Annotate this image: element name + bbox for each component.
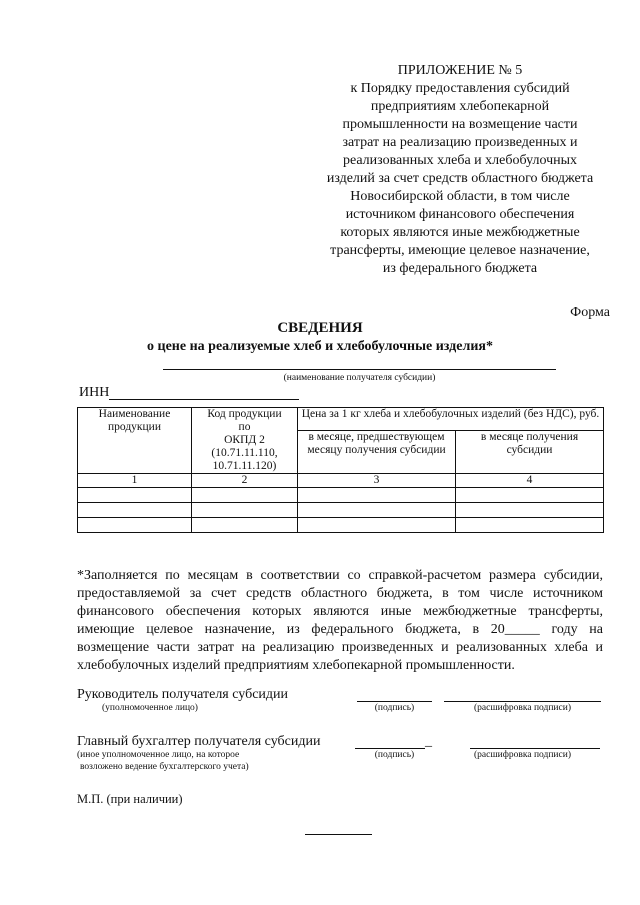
column-number: 3 bbox=[298, 474, 456, 488]
appendix-line: источником финансового обеспечения bbox=[345, 207, 575, 222]
document-title: СВЕДЕНИЯ bbox=[277, 320, 363, 336]
recipient-caption: (наименование получателя субсидии) bbox=[283, 373, 436, 383]
form-label: Форма bbox=[570, 305, 610, 320]
table-cell[interactable] bbox=[456, 488, 604, 503]
column-number: 4 bbox=[456, 474, 604, 488]
price-table bbox=[77, 407, 604, 533]
appendix-header bbox=[300, 62, 620, 278]
table-cell[interactable] bbox=[298, 488, 456, 503]
table-cell[interactable] bbox=[78, 518, 192, 533]
table-row bbox=[78, 503, 604, 518]
head-signature-caption: (подпись) bbox=[374, 703, 415, 713]
header-current-month: в месяце получения субсидии bbox=[456, 430, 604, 473]
appendix-line: затрат на реализацию произведенных и bbox=[342, 135, 578, 150]
header-code-line: по bbox=[238, 421, 251, 433]
head-title: Руководитель получателя субсидии bbox=[77, 687, 289, 702]
stamp-label: М.П. (при наличии) bbox=[77, 792, 183, 806]
appendix-title: ПРИЛОЖЕНИЕ № 5 bbox=[397, 63, 523, 78]
head-caption: (уполномоченное лицо) bbox=[102, 703, 198, 713]
appendix-line: к Порядку предоставления субсидий bbox=[350, 81, 570, 96]
appendix-line: предприятиям хлебопекарной bbox=[370, 99, 550, 114]
inn-label: ИНН bbox=[79, 385, 110, 400]
head-signature-line[interactable] bbox=[357, 701, 432, 702]
header-code-line: 10.71.11.120) bbox=[212, 460, 277, 472]
table-row bbox=[78, 518, 604, 533]
table-cell[interactable] bbox=[456, 503, 604, 518]
appendix-line: изделий за счет средств областного бюджета bbox=[326, 171, 594, 186]
footnote: *Заполняется по месяцам в соответствии со справкой-расчетом размера субсидии, предоставляемой за счет средств областного бюджета, в том числе источником финансового обеспечения которых являются иные межбюджетные трансферты, имеющие целевое назначение, из федерального бюджета, в 20_____ году на возмещение части затрат на реализацию произведенных и реализованных хлеба и хлебобулочных изделий предприятиям хлебопекарной промышленности. bbox=[77, 568, 603, 673]
appendix-line: реализованных хлеба и хлебобулочных bbox=[342, 153, 578, 168]
chief-accountant-caption: (иное уполномоченное лицо, на которое bbox=[77, 750, 240, 760]
table-cell[interactable] bbox=[456, 518, 604, 533]
chief-accountant-signature-caption: (подпись) bbox=[374, 750, 415, 760]
document-end-line bbox=[305, 834, 372, 835]
chief-accountant-caption: возложено ведение бухгалтерского учета) bbox=[80, 762, 249, 772]
header-code-line: ОКПД 2 bbox=[224, 434, 265, 446]
header-prev-month: в месяце, предшествующем месяцу получения субсидии bbox=[298, 430, 456, 473]
table-number-row bbox=[78, 474, 604, 488]
head-decoding-caption: (расшифровка подписи) bbox=[474, 703, 571, 713]
header-product-name: Наименование продукции bbox=[78, 408, 192, 474]
table-cell[interactable] bbox=[298, 518, 456, 533]
column-number: 2 bbox=[192, 474, 298, 488]
table-cell[interactable] bbox=[78, 488, 192, 503]
header-code-line: (10.71.11.110, bbox=[211, 447, 278, 459]
appendix-line: промышленности на возмещение части bbox=[342, 117, 578, 132]
header-code-line: Код продукции bbox=[207, 408, 282, 420]
appendix-line: трансферты, имеющие целевое назначение, bbox=[330, 243, 590, 258]
appendix-line: Новосибирской области, в том числе bbox=[350, 189, 570, 204]
table-cell[interactable] bbox=[192, 518, 298, 533]
table-cell[interactable] bbox=[192, 503, 298, 518]
table-header-row bbox=[78, 408, 604, 431]
head-decoding-line[interactable] bbox=[444, 701, 601, 702]
chief-accountant-signature-line[interactable] bbox=[355, 748, 425, 749]
chief-accountant-decoding-caption: (расшифровка подписи) bbox=[474, 750, 571, 760]
appendix-line: которых являются иные межбюджетные bbox=[340, 225, 580, 240]
table-cell[interactable] bbox=[192, 488, 298, 503]
table-cell[interactable] bbox=[78, 503, 192, 518]
appendix-line: из федерального бюджета bbox=[382, 261, 538, 276]
column-number: 1 bbox=[78, 474, 192, 488]
header-price: Цена за 1 кг хлеба и хлебобулочных изделий (без НДС), руб. bbox=[298, 408, 604, 431]
document-subtitle: о цене на реализуемые хлеб и хлебобулочные изделия* bbox=[147, 339, 493, 354]
table-cell[interactable] bbox=[298, 503, 456, 518]
chief-accountant-dash: _ bbox=[425, 734, 432, 749]
table-row bbox=[78, 488, 604, 503]
chief-accountant-title: Главный бухгалтер получателя субсидии bbox=[77, 734, 321, 749]
inn-field-line[interactable] bbox=[109, 399, 299, 400]
chief-accountant-decoding-line[interactable] bbox=[470, 748, 600, 749]
header-product-code bbox=[192, 408, 298, 474]
recipient-name-line[interactable] bbox=[163, 369, 556, 370]
